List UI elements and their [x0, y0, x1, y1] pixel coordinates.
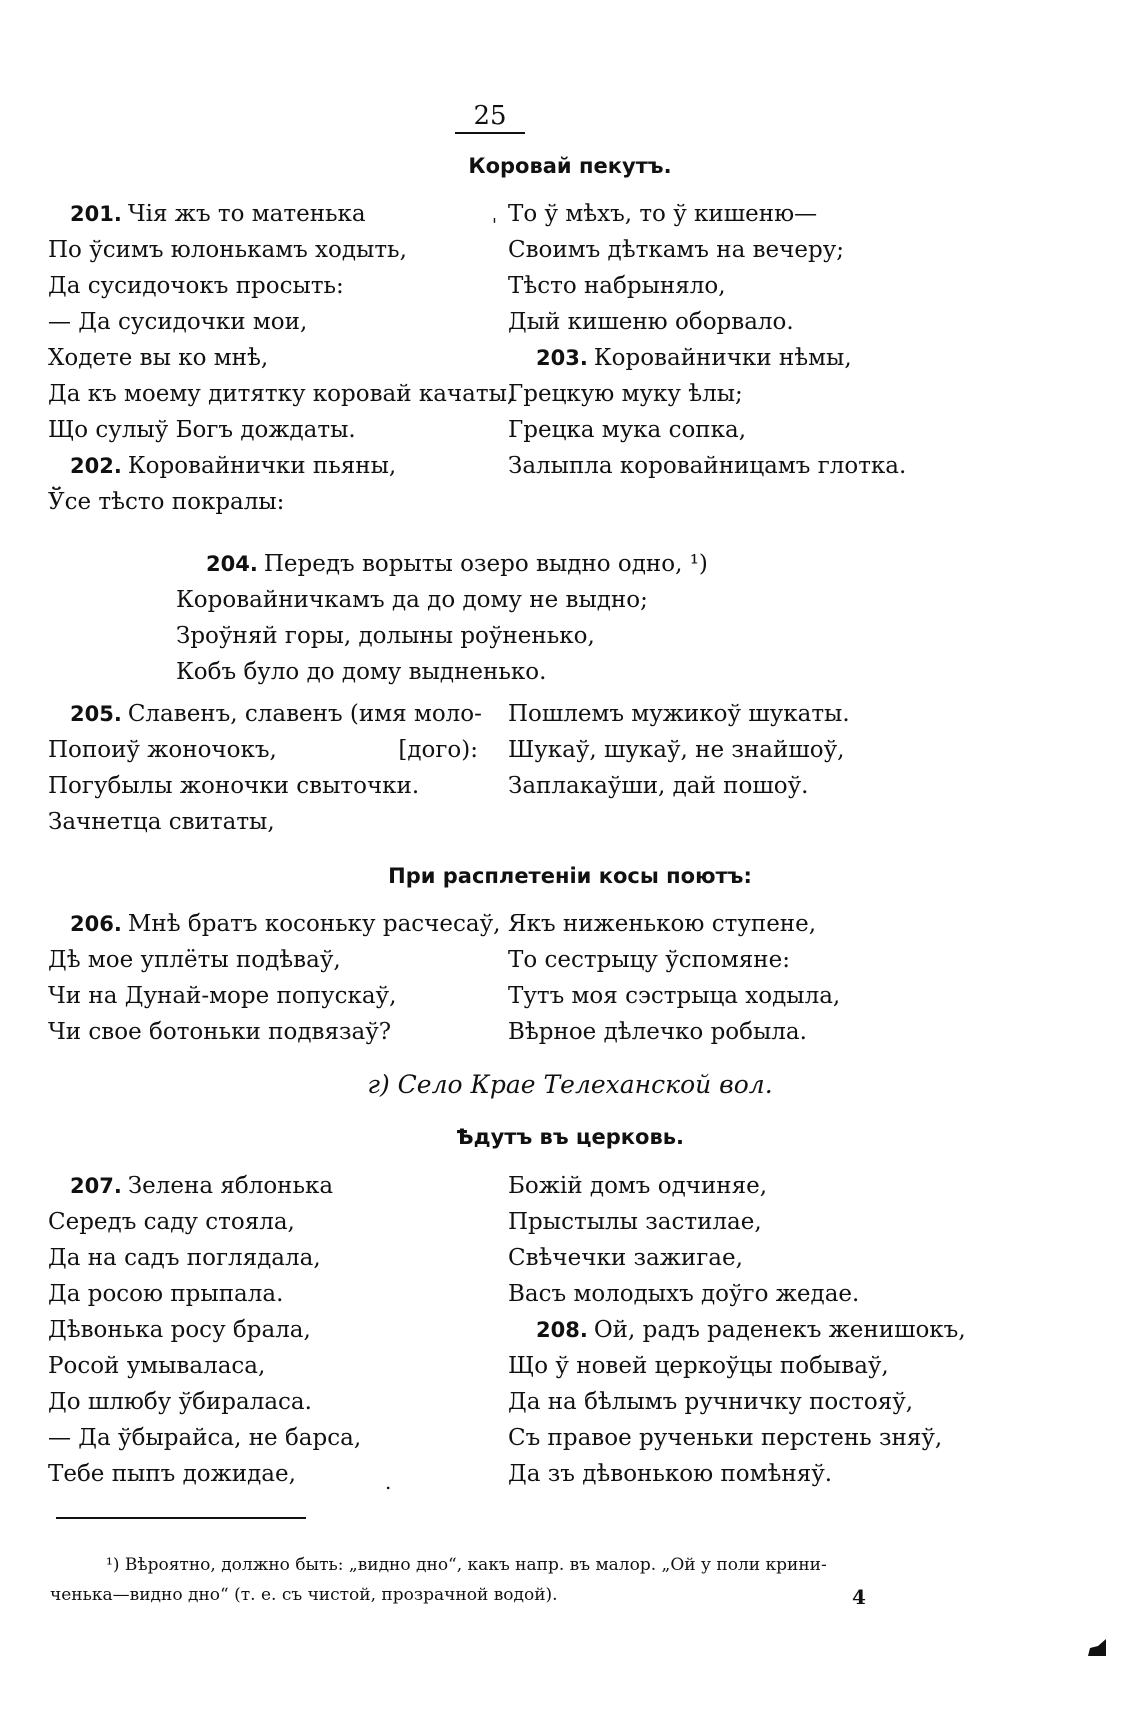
verse-line: 206. Мнѣ братъ косоньку расчесаў,	[70, 911, 501, 937]
verse-line: Коровайничкамъ да до дому не выдно;	[176, 587, 648, 613]
verse-line: — Да сусидочки мои,	[48, 309, 308, 335]
village-subheading: г) Село Крае Телеханской вол.	[367, 1070, 773, 1099]
block1-right-column	[508, 196, 1108, 484]
section-heading-korovai: Коровай пекутъ.	[468, 154, 672, 178]
verse-line: Дый кишеню оборвало.	[508, 309, 794, 335]
verse-line: Божiй домъ одчиняе,	[508, 1173, 768, 1199]
verse-line: Дѣвонька росу брала,	[48, 1317, 311, 1343]
block4-left-column	[48, 906, 501, 1050]
verse-line: Заплакаўши, дай пошоў.	[508, 773, 809, 799]
block5-right-column	[508, 1168, 1128, 1492]
verse-line: Да зъ дѣвонькою помѣняў.	[508, 1461, 833, 1487]
block3-right-column	[508, 696, 1108, 804]
verse-line: Да на бѣлымъ ручничку постояў,	[508, 1389, 914, 1415]
verse-line: Тебе пыпъ дожидае,	[48, 1461, 296, 1487]
footnote	[50, 1550, 970, 1610]
verse-line: Тѣсто набрыняло,	[508, 273, 726, 299]
verse-line: Тутъ моя сэстрыца ходыла,	[508, 983, 841, 1009]
verse-line: Своимъ дѣткамъ на вечеру;	[508, 237, 844, 263]
verse-line: Що ў новей церкоўцы побываў,	[508, 1353, 889, 1379]
verse-line: Що сулыў Богъ дождаты.	[48, 417, 356, 443]
verse-line: 205. Славенъ, славенъ (имя моло-	[70, 701, 482, 727]
verse-line: Пошлемъ мужикоў шукаты.	[508, 701, 850, 727]
verse-line: Чи свое ботоньки подвязаў?	[48, 1019, 392, 1045]
verse-line: Прыстылы застилае,	[508, 1209, 762, 1235]
footnote-line: ¹) Вѣроятно, должно быть: „видно дно“, какъ напр. въ малор. „Ой у поли крини-	[106, 1555, 827, 1575]
verse-line: Вѣрное дѣлечко робыла.	[508, 1019, 807, 1045]
block2-centered-verse	[176, 546, 796, 690]
page-number: 25	[455, 100, 525, 134]
verse-line: — Да ўбырайса, не барса,	[48, 1425, 362, 1451]
verse-line: Да къ моему дитятку коровай качаты,	[48, 381, 515, 407]
verse-line: 208. Ой, радъ раденекъ женишокъ,	[536, 1317, 966, 1343]
verse-line: Росой умываласа,	[48, 1353, 266, 1379]
verse-line: Погубылы жоночки свыточки.	[48, 773, 420, 799]
verse-line: Васъ молодыхъ доўго жедае.	[508, 1281, 860, 1307]
verse-line: То ў мѣхъ, то ў кишеню—	[508, 201, 818, 227]
verse-line: Чи на Дунай-море попускаў,	[48, 983, 397, 1009]
block1-left-column	[48, 196, 515, 520]
verse-line: Якъ ниженькою ступене,	[508, 911, 817, 937]
verse-line: Дѣ мое уплёты подѣваў,	[48, 947, 341, 973]
block5-left-column	[48, 1168, 498, 1492]
signature-mark: 4	[852, 1585, 866, 1609]
verse-line: Кобъ було до дому выдненько.	[176, 659, 547, 685]
verse-line: Да росою прыпала.	[48, 1281, 284, 1307]
verse-line: Грецка мука сопка,	[508, 417, 747, 443]
verse-line: По ўсимъ юлонькамъ ходыть,	[48, 237, 407, 263]
verse-line: Грецкую муку ѣлы;	[508, 381, 743, 407]
verse-line: Попоиў жоночокъ, [дого):	[48, 737, 478, 763]
verse-line: Зроўняй горы, долыны роўненько,	[176, 623, 595, 649]
verse-line: Ходете вы ко мнѣ,	[48, 345, 269, 371]
verse-line: До шлюбу ўбираласа.	[48, 1389, 312, 1415]
verse-line: 202. Коровайнички пьяны,	[70, 453, 397, 479]
verse-line: Середъ саду стояла,	[48, 1209, 295, 1235]
footnote-divider	[56, 1517, 306, 1519]
verse-line: Шукаў, шукаў, не знайшоў,	[508, 737, 845, 763]
stray-dot-mark: .	[385, 1470, 392, 1494]
printer-tick-mark: '	[492, 215, 497, 236]
verse-line: 207. Зелена яблонька	[70, 1173, 334, 1199]
section-heading-unbraiding: При расплетенiи косы поютъ:	[388, 864, 752, 888]
verse-line: Ўсе тѣсто покралы:	[48, 489, 285, 515]
block3-left-column	[48, 696, 482, 840]
footnote-line: ченька—видно дно“ (т. е. съ чистой, прозрачной водой).	[50, 1585, 558, 1605]
verse-line: 203. Коровайнички нѣмы,	[536, 345, 852, 371]
verse-line: То сестрыцу ўспомяне:	[508, 947, 790, 973]
verse-line: Свѣчечки зажигае,	[508, 1245, 743, 1271]
verse-line: 201. Чiя жъ то матенька	[70, 201, 366, 227]
verse-line: Да на садъ поглядала,	[48, 1245, 321, 1271]
verse-line: Зачнетца свитаты,	[48, 809, 275, 835]
verse-line: Да сусидочокъ просыть:	[48, 273, 344, 299]
block4-right-column	[508, 906, 1108, 1050]
verse-line: Съ правое рученьки перстень зняў,	[508, 1425, 943, 1451]
section-heading-church: Ѣдутъ въ церковь.	[455, 1125, 684, 1149]
corner-ink-mark-icon	[1086, 1636, 1108, 1658]
verse-line: Залыпла коровайницамъ глотка.	[508, 453, 907, 479]
verse-line: 204. Передъ ворыты озеро выдно одно, ¹)	[206, 551, 708, 577]
